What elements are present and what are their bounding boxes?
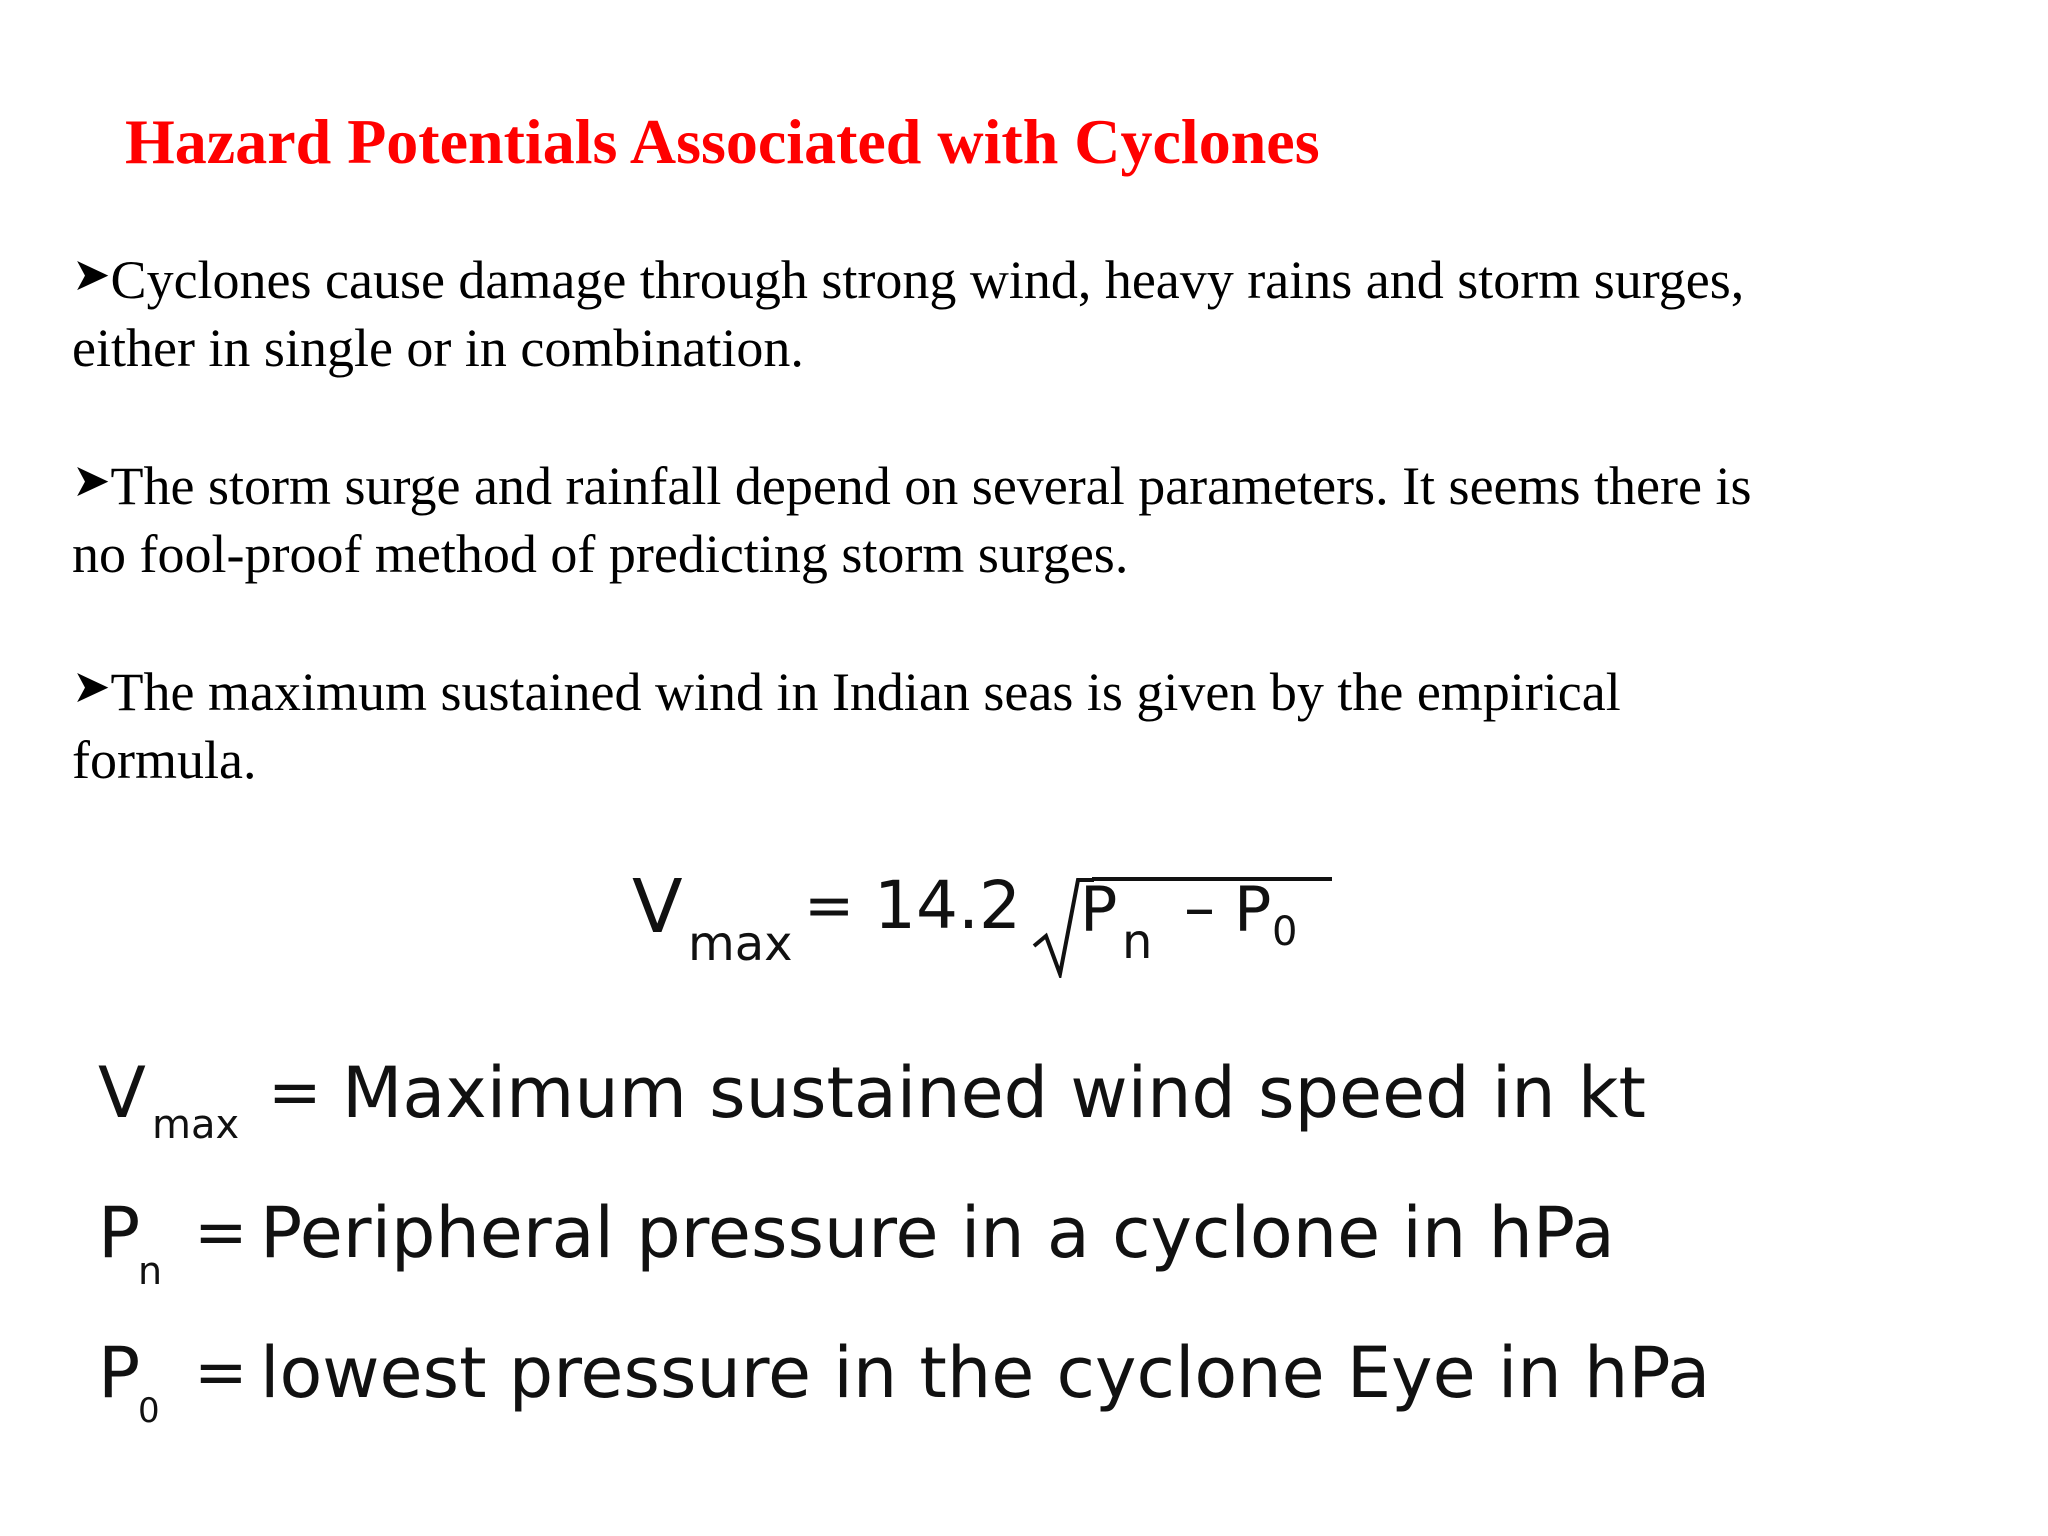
definition-pn-symbol: P xyxy=(98,1192,141,1274)
definition-p0-description: lowest pressure in the cyclone Eye in hPa xyxy=(260,1332,1711,1414)
bullet-3-line-1: The maximum sustained wind in Indian seas is given by the empirical xyxy=(110,662,1621,722)
formula-pn-subscript: n xyxy=(1122,914,1153,970)
bullet-2-line-2: no fool-proof method of predicting storm surges. xyxy=(72,524,1129,584)
wind-formula xyxy=(632,862,1352,992)
formula-v-subscript: max xyxy=(688,916,793,972)
definition-p0-symbol: P xyxy=(98,1332,141,1414)
definition-pn-subscript: n xyxy=(138,1249,163,1293)
formula-coefficient: 14.2 xyxy=(874,867,1021,944)
formula-minus: – xyxy=(1184,871,1215,944)
definition-vmax xyxy=(98,1050,1898,1160)
bullet-2-line-1: The storm surge and rainfall depend on several parameters. It seems there is xyxy=(110,456,1752,516)
definition-vmax-symbol: V xyxy=(98,1052,146,1134)
bullet-1-line-2: either in single or in combination. xyxy=(72,318,804,378)
definition-p0 xyxy=(98,1330,1898,1440)
definition-pn-description: Peripheral pressure in a cyclone in hPa xyxy=(260,1192,1615,1274)
bullet-storm-surge xyxy=(72,446,1972,588)
formula-pn-symbol: P xyxy=(1080,873,1118,946)
formula-p0-symbol: P xyxy=(1234,873,1272,946)
definition-p0-subscript: 0 xyxy=(138,1391,160,1431)
formula-v-symbol: V xyxy=(632,864,683,950)
arrow-bullet-icon: ➤ xyxy=(72,659,111,713)
bullet-1-line-1: Cyclones cause damage through strong wind, heavy rains and storm surges, xyxy=(110,250,1745,310)
definition-vmax-equals: = xyxy=(268,1056,322,1130)
definition-vmax-subscript: max xyxy=(152,1102,240,1148)
definition-p0-equals: = xyxy=(194,1336,248,1410)
definition-vmax-description: Maximum sustained wind speed in kt xyxy=(342,1052,1646,1134)
bullet-3-line-2: formula. xyxy=(72,730,257,790)
formula-p0-subscript: 0 xyxy=(1272,909,1298,955)
arrow-bullet-icon: ➤ xyxy=(72,247,111,301)
definition-pn-equals: = xyxy=(194,1196,248,1270)
bullet-max-wind xyxy=(72,652,1972,794)
definition-pn xyxy=(98,1190,1898,1300)
formula-equals: = xyxy=(804,871,855,941)
slide-title: Hazard Potentials Associated with Cyclones xyxy=(125,106,1320,177)
arrow-bullet-icon: ➤ xyxy=(72,453,111,507)
bullet-damage-causes xyxy=(72,240,1972,382)
